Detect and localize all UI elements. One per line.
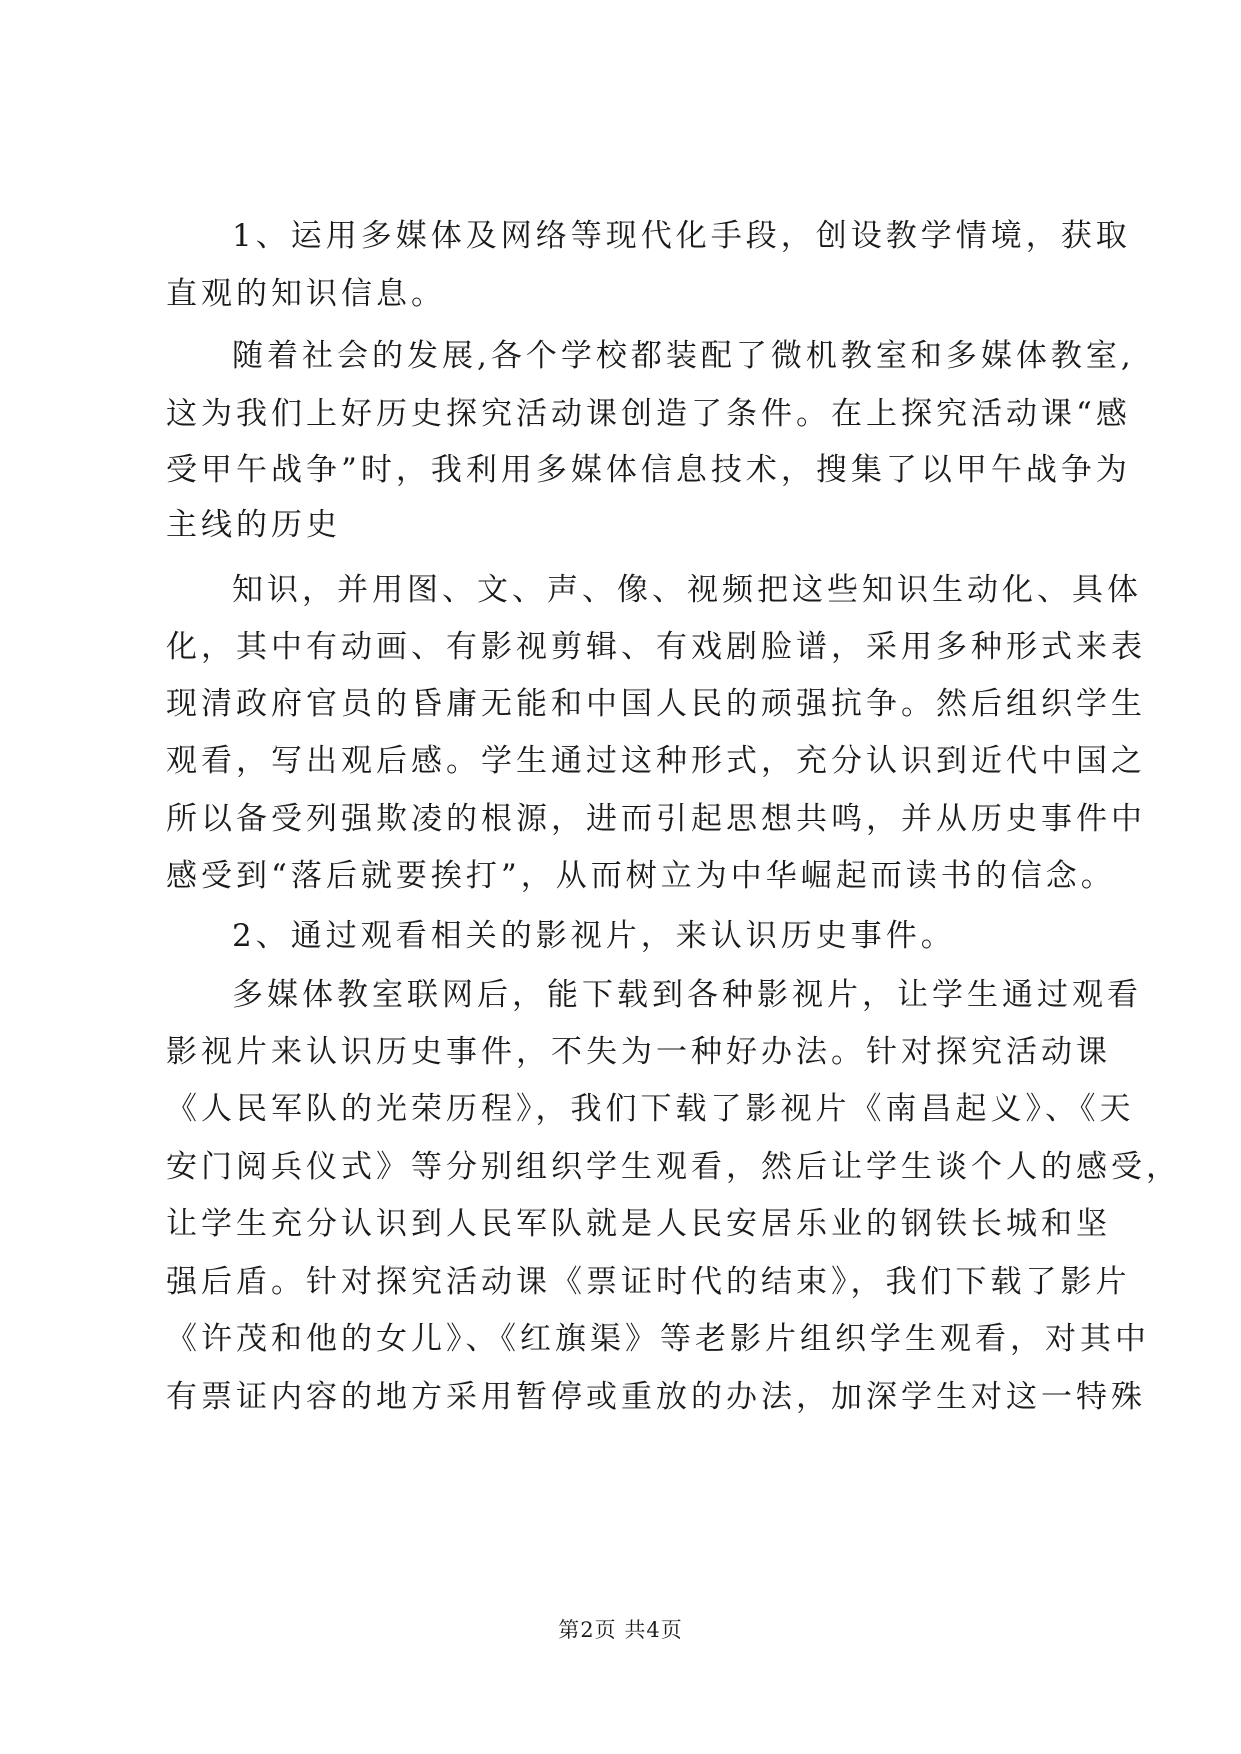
text-line: 强后盾。针对探究活动课《票证时代的结束》，我们下载了影片 xyxy=(166,1264,1131,1300)
text-line: 安门阅兵仪式》等分别组织学生观看，然后让学生谈个人的感受， xyxy=(166,1149,1181,1185)
text-line: 影视片来认识历史事件，不失为一种好办法。针对探究活动课 xyxy=(166,1034,1111,1070)
text-line: 知识，并用图、文、声、像、视频把这些知识生动化、具体 xyxy=(232,572,1142,608)
text-line: 所以备受列强欺凌的根源，进而引起思想共鸣，并从历史事件中 xyxy=(166,801,1146,837)
text-line: 直观的知识信息。 xyxy=(166,276,446,312)
page-number: 第2页 共4页 xyxy=(558,1618,683,1642)
text-line: 1、运用多媒体及网络等现代化手段，创设教学情境，获取 xyxy=(232,218,1131,254)
text-line: 有票证内容的地方采用暂停或重放的办法，加深学生对这一特殊 xyxy=(166,1379,1146,1415)
text-line: 受甲午战争”时，我利用多媒体信息技术，搜集了以甲午战争为 xyxy=(166,452,1131,488)
text-line: 主线的历史 xyxy=(166,507,341,543)
text-line: 多媒体教室联网后，能下载到各种影视片，让学生通过观看 xyxy=(232,977,1142,1013)
text-line: 《许茂和他的女儿》、《红旗渠》等老影片组织学生观看，对其中 xyxy=(166,1321,1150,1357)
text-line: 化，其中有动画、有影视剪辑、有戏剧脸谱，采用多种形式来表 xyxy=(166,629,1146,665)
text-line: 这为我们上好历史探究活动课创造了条件。在上探究活动课“感 xyxy=(166,396,1131,432)
text-line: 现清政府官员的昏庸无能和中国人民的顽强抗争。然后组织学生 xyxy=(166,686,1146,722)
text-line: 观看，写出观后感。学生通过这种形式，充分认识到近代中国之 xyxy=(166,743,1146,779)
text-line: 《人民军队的光荣历程》，我们下载了影视片《南昌起义》、《天 xyxy=(166,1091,1135,1127)
text-line: 感受到“落后就要挨打”，从而树立为中华崛起而读书的信念。 xyxy=(166,858,1116,894)
text-line: 2、通过观看相关的影视片，来认识历史事件。 xyxy=(232,918,956,954)
text-line: 让学生充分认识到人民军队就是人民安居乐业的钢铁长城和坚 xyxy=(166,1206,1111,1242)
text-line: 随着社会的发展,各个学校都装配了微机教室和多媒体教室, xyxy=(232,338,1135,374)
